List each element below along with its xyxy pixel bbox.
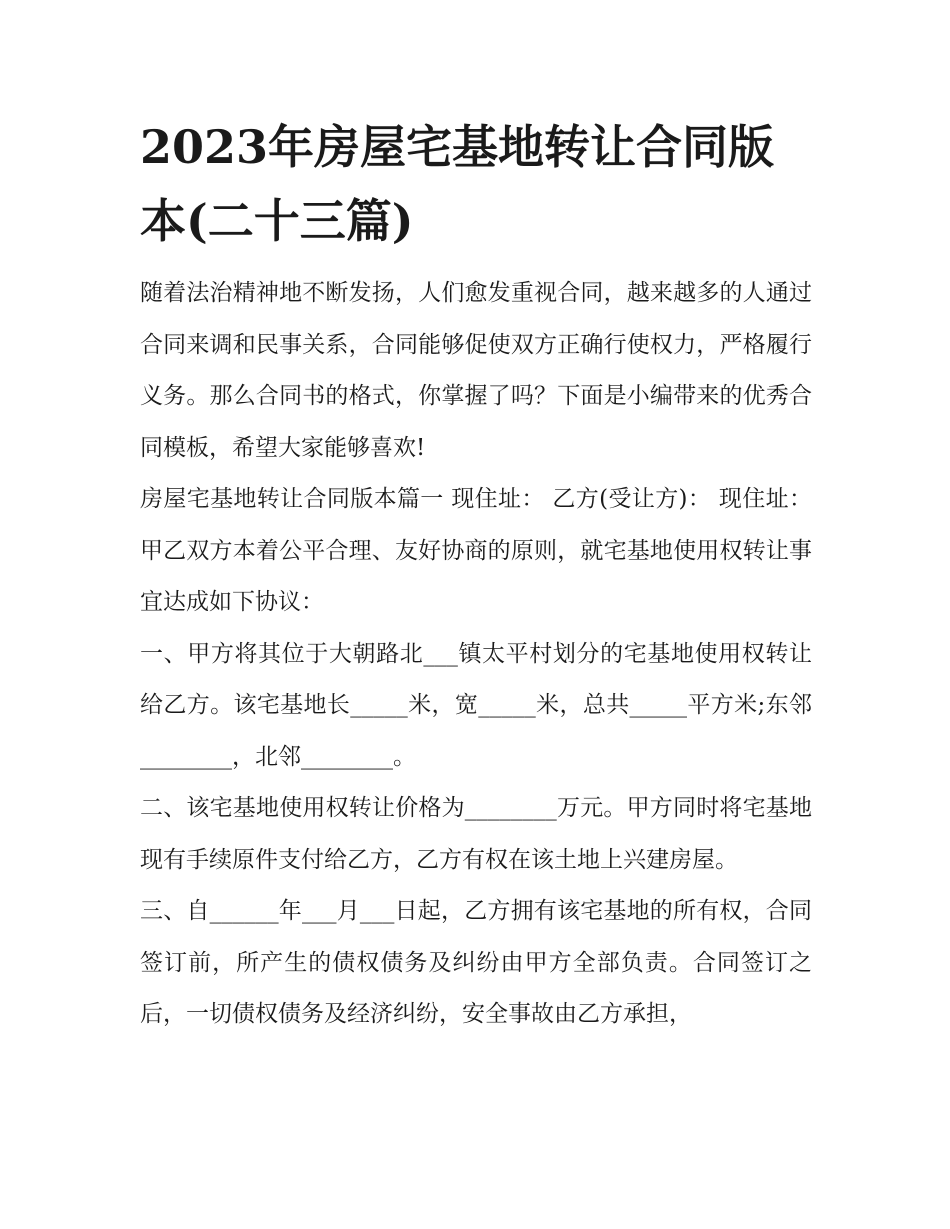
contract-parties-paragraph: 房屋宅基地转让合同版本篇一 现住址： 乙方(受让方)： 现住址： 甲乙双方本着公平合理、友好协商的原则，就宅基地使用权转让事宜达成如下协议： (140, 486, 812, 615)
clause-three-paragraph: 三、自______年___月___日起，乙方拥有该宅基地的所有权，合同签订前，所产生的债权债务及纠纷由甲方全部负责。合同签订之后，一切债权债务及经济纠纷，安全事故由乙方承担， (140, 898, 812, 1027)
document-page (140, 110, 812, 1041)
intro-paragraph: 随着法治精神地不断发扬，人们愈发重视合同，越来越多的人通过合同来调和民事关系，合同能够促使双方正确行使权力，严格履行义务。那么合同书的格式，你掌握了吗？下面是小编带来的优秀合同模板，希望大家能够喜欢! (140, 280, 812, 461)
clause-one-paragraph: 一、甲方将其位于大朝路北___镇太平村划分的宅基地使用权转让给乙方。该宅基地长_____米，宽_____米，总共_____平方米;东邻________，北邻________。 (140, 640, 812, 770)
clause-two-paragraph: 二、该宅基地使用权转让价格为________万元。甲方同时将宅基地现有手续原件支付给乙方，乙方有权在该土地上兴建房屋。 (140, 795, 812, 873)
document-title: 2023年房屋宅基地转让合同版本(二十三篇) (140, 120, 775, 248)
